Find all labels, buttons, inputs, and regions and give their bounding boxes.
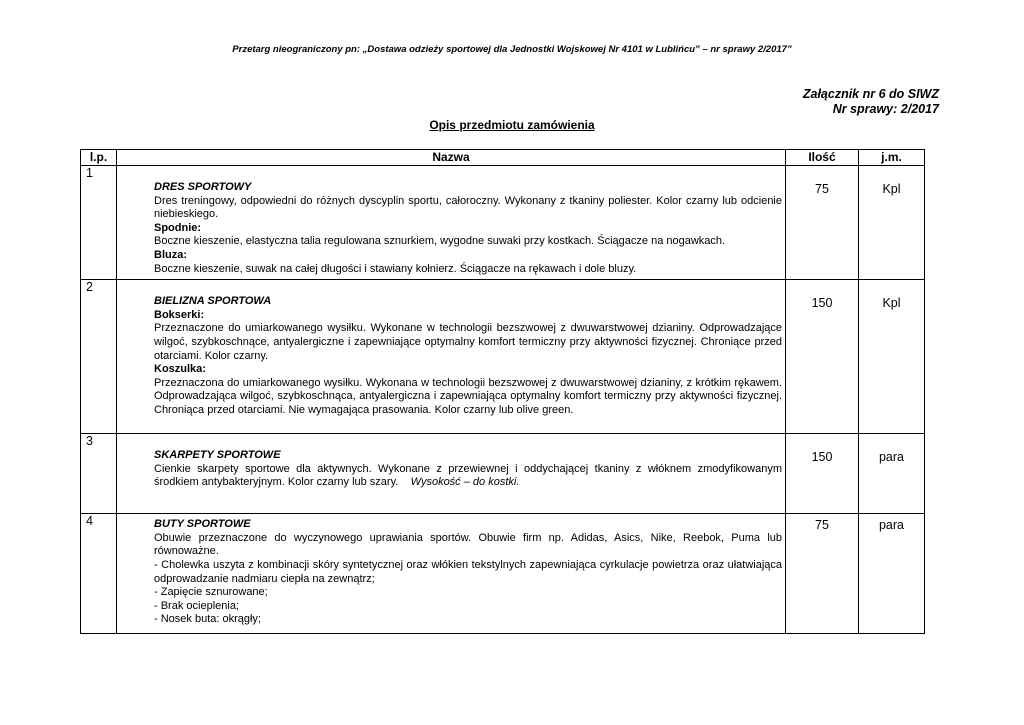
row-unit: Kpl xyxy=(859,166,925,280)
row-lp: 4 xyxy=(81,514,117,634)
annex-label: Załącznik nr 6 do SIWZ xyxy=(802,87,939,101)
item-name: BIELIZNA SPORTOWA xyxy=(154,295,272,308)
item-description: Obuwie przeznaczone do wyczynowego uprawiania sportów. Obuwie firm np. Adidas, Asics, Nike, Reebok, Puma lub równoważne. xyxy=(154,531,782,558)
item-name: SKARPETY SPORTOWE xyxy=(154,449,281,462)
header-lp: l.p. xyxy=(81,150,117,166)
row-description xyxy=(117,166,786,280)
row-unit: para xyxy=(859,434,925,514)
description-text: Cienkie skarpety sportowe dla aktywnych. Wykonane z przewiewnej i oddychającej tkaniny z włóknem zmodyfikowanym środkiem antybakteryjnym. Kolor czarny lub szary. xyxy=(154,462,782,489)
header-unit: j.m. xyxy=(859,150,925,166)
section-title: Spodnie: xyxy=(154,221,202,234)
row-lp: 1 xyxy=(81,166,117,280)
section-title: Bluza: xyxy=(154,248,187,261)
row-qty: 150 xyxy=(786,280,859,434)
item-name: BUTY SPORTOWE xyxy=(154,518,251,531)
section-text: Boczne kieszenie, elastyczna talia regulowana sznurkiem, wygodne suwaki przy kostkach. Ściągacze na nogawkach. xyxy=(154,235,726,248)
order-table xyxy=(80,149,925,634)
table-header-row xyxy=(81,150,925,166)
table-row xyxy=(81,280,925,434)
row-lp: 2 xyxy=(81,280,117,434)
page-title: Opis przedmiotu zamówienia xyxy=(429,118,595,132)
row-qty: 150 xyxy=(786,434,859,514)
row-description xyxy=(117,434,786,514)
item-name: DRES SPORTOWY xyxy=(154,181,252,193)
row-description xyxy=(117,280,786,434)
section-text: Przeznaczone do umiarkowanego wysiłku. Wykonane w technologii bezszwowej z dwuwarstwowej dzianiny. Odprowadzające wilgoć, szybkoschnące, antyalergiczne i zapewniające optymalny komfort termiczny przy aktywności fizycznej. Chroniące przed otarciami. Kolor czarny. xyxy=(154,322,782,362)
case-number: Nr sprawy: 2/2017 xyxy=(832,102,939,116)
document-header: Przetarg nieograniczony pn: „Dostawa odzieży sportowej dla Jednostki Wojskowej Nr 4101 w Lublińcu” – nr sprawy 2/2017” xyxy=(232,44,792,55)
row-description xyxy=(117,514,786,634)
feature-item: - Zapięcie sznurowane; xyxy=(154,586,268,599)
row-qty: 75 xyxy=(786,166,859,280)
row-qty: 75 xyxy=(786,514,859,634)
section-text: Boczne kieszenie, suwak na całej długości i stawiany kołnierz. Ściągacze na rękawach i dole bluzy. xyxy=(154,262,637,275)
table-row xyxy=(81,434,925,514)
section-title: Koszulka: xyxy=(154,363,206,376)
feature-item: - Nosek buta: okrągły; xyxy=(154,613,261,626)
item-description: Dres treningowy, odpowiedni do różnych dyscyplin sportu, całoroczny. Wykonany z tkaniny poliester. Kolor czarny lub odcienie niebieskiego. xyxy=(154,194,782,221)
row-unit: para xyxy=(859,514,925,634)
header-name: Nazwa xyxy=(117,150,786,166)
section-text: Przeznaczona do umiarkowanego wysiłku. Wykonana w technologii bezszwowej z dwuwarstwowej dzianiny, z krótkim rękawem. Odprowadzająca wilgoć, szybkoschnąca, antyalergiczna i zapewniająca optymalny komfort termiczny przy aktywności fizycznej. Chroniąca przed otarciami. Nie wymagająca prasowania. Kolor czarny lub olive green. xyxy=(154,376,782,416)
item-description xyxy=(154,463,782,490)
row-lp: 3 xyxy=(81,434,117,514)
table-row xyxy=(81,514,925,634)
section-title: Bokserki: xyxy=(154,308,205,321)
annex-block xyxy=(803,87,939,117)
feature-item: - Cholewka uszyta z kombinacji skóry syntetycznej oraz włókien tekstylnych zapewniająca cyrkulacje powietrza oraz ułatwiająca odprowadzanie nadmiaru ciepła na zewnątrz; xyxy=(154,558,782,585)
row-unit: Kpl xyxy=(859,280,925,434)
feature-item: - Brak ocieplenia; xyxy=(154,599,239,612)
header-qty: Ilość xyxy=(786,150,859,166)
height-note: Wysokość – do kostki. xyxy=(410,476,520,489)
table-row xyxy=(81,166,925,280)
